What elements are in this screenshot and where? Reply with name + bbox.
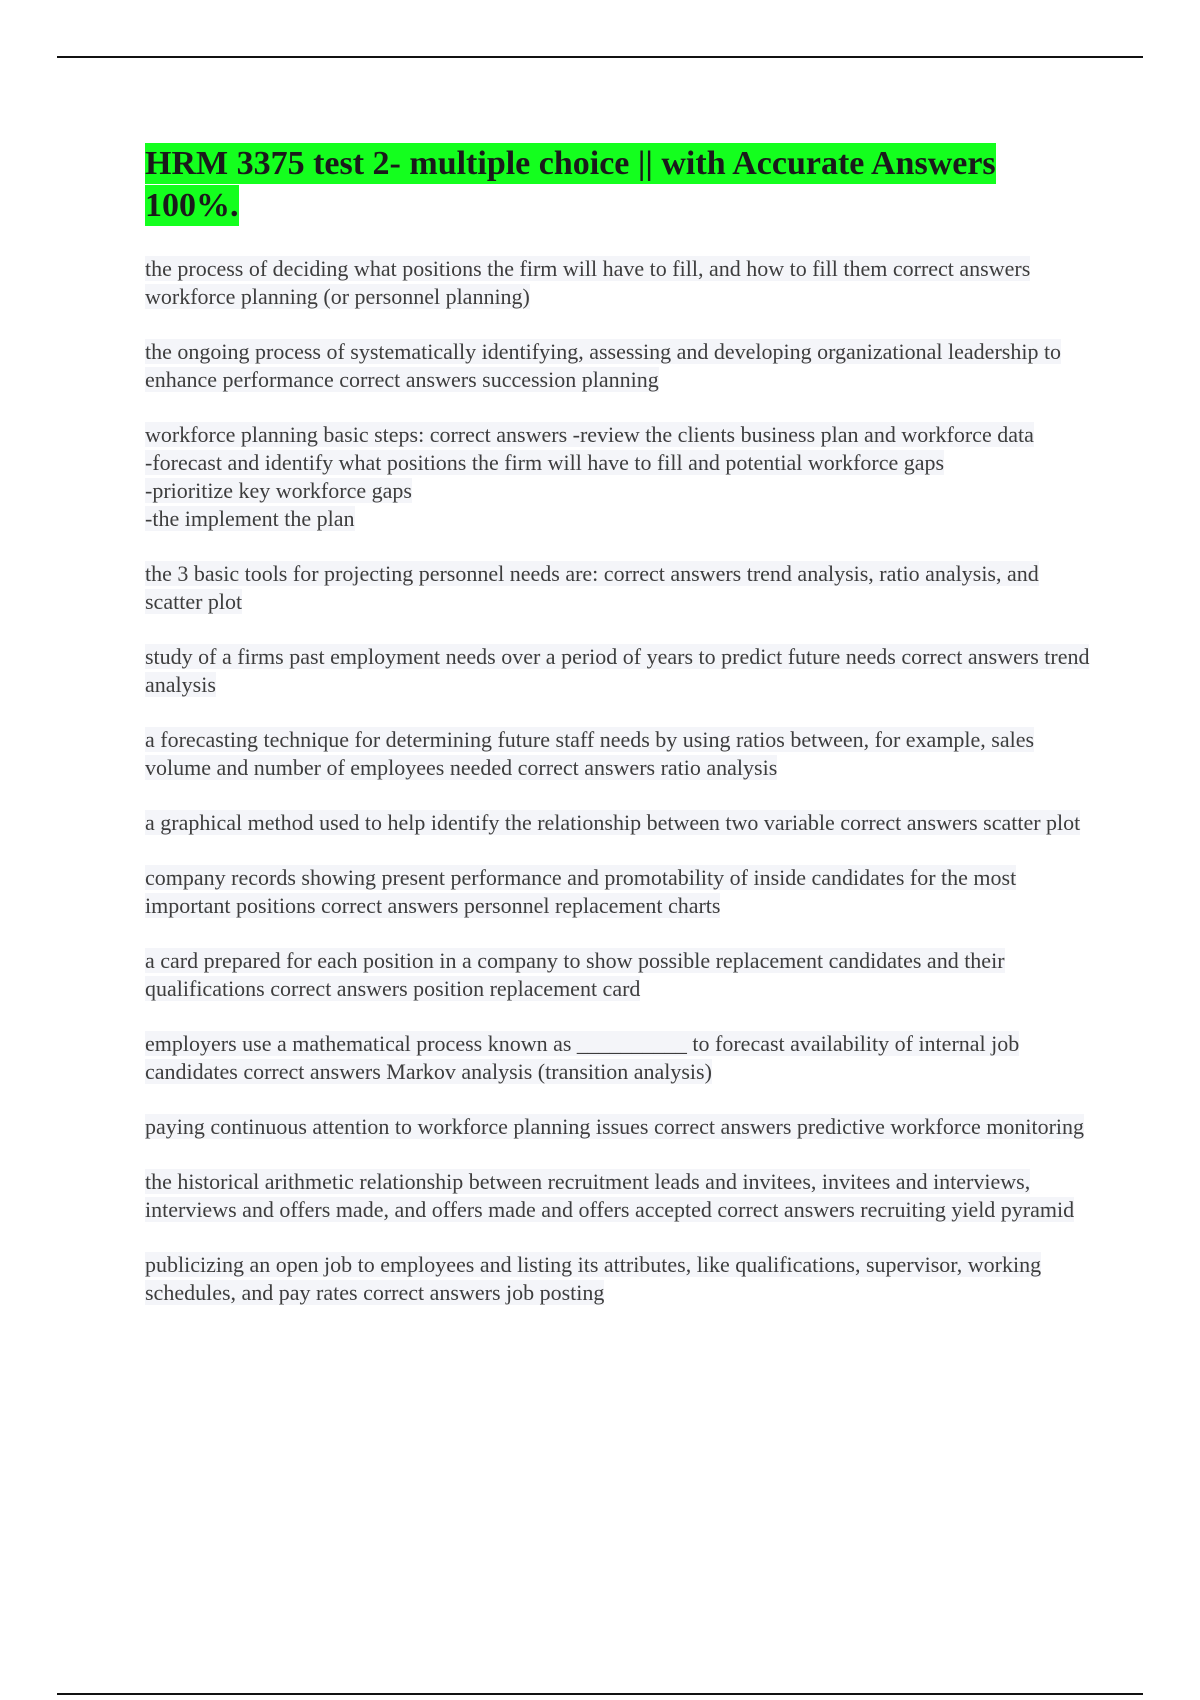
qa-entry-text: a forecasting technique for determining future staff needs by using ratios between, for example, sales volume and number of employees needed correct answers ratio analysis <box>145 727 1035 780</box>
qa-entry <box>145 1251 1090 1307</box>
qa-entry <box>145 338 1090 394</box>
qa-entry-text: the ongoing process of systematically identifying, assessing and developing organizational leadership to enhance performance correct answers succession planning <box>145 339 1062 392</box>
qa-entry <box>145 1113 1090 1141</box>
qa-entry <box>145 255 1090 311</box>
qa-entry-text: the process of deciding what positions the firm will have to fill, and how to fill them correct answers workforce planning (or personnel planning) <box>145 256 1031 309</box>
qa-entry <box>145 947 1090 1003</box>
qa-entry <box>145 560 1090 616</box>
qa-entry <box>145 643 1090 699</box>
qa-entry <box>145 1168 1090 1224</box>
qa-entry <box>145 1030 1090 1086</box>
qa-entry-text: employers use a mathematical process known as __________ to forecast availability of internal job candidates correct answers Markov analysis (transition analysis) <box>145 1031 1020 1084</box>
qa-entry-text: study of a firms past employment needs over a period of years to predict future needs correct answers trend analysis <box>145 644 1090 697</box>
qa-entry <box>145 726 1090 782</box>
qa-entry <box>145 809 1090 837</box>
qa-entry <box>145 421 1090 533</box>
qa-entry-text: a card prepared for each position in a company to show possible replacement candidates and their qualifications correct answers position replacement card <box>145 948 1005 1001</box>
qa-entry-text: publicizing an open job to employees and listing its attributes, like qualifications, supervisor, working schedules, and pay rates correct answers job posting <box>145 1252 1042 1305</box>
qa-entry-text: company records showing present performance and promotability of inside candidates for the most important positions correct answers personnel replacement charts <box>145 865 1017 918</box>
document-title-text: HRM 3375 test 2- multiple choice || with Accurate Answers 100%. <box>145 145 996 224</box>
document-body <box>145 143 1090 1334</box>
qa-entry <box>145 864 1090 920</box>
qa-entry-text: workforce planning basic steps: correct answers -review the clients business plan and workforce data -forecast and identify what positions the firm will have to fill and potential workforce gaps -prioritize key workforce gaps -the implement the plan <box>145 422 1034 531</box>
qa-entry-text: the 3 basic tools for projecting personnel needs are: correct answers trend analysis, ratio analysis, and scatter plot <box>145 561 1039 614</box>
qa-entry-text: the historical arithmetic relationship between recruitment leads and invitees, invitees and interviews, interviews and offers made, and offers made and offers accepted correct answers recruiting yield pyramid <box>145 1169 1075 1222</box>
qa-entry-text: a graphical method used to help identify the relationship between two variable correct answers scatter plot <box>145 810 1081 835</box>
qa-entry-text: paying continuous attention to workforce planning issues correct answers predictive workforce monitoring <box>145 1114 1085 1139</box>
document-title <box>145 143 1090 227</box>
header-rule <box>57 56 1143 58</box>
footer-rule <box>57 1693 1143 1695</box>
